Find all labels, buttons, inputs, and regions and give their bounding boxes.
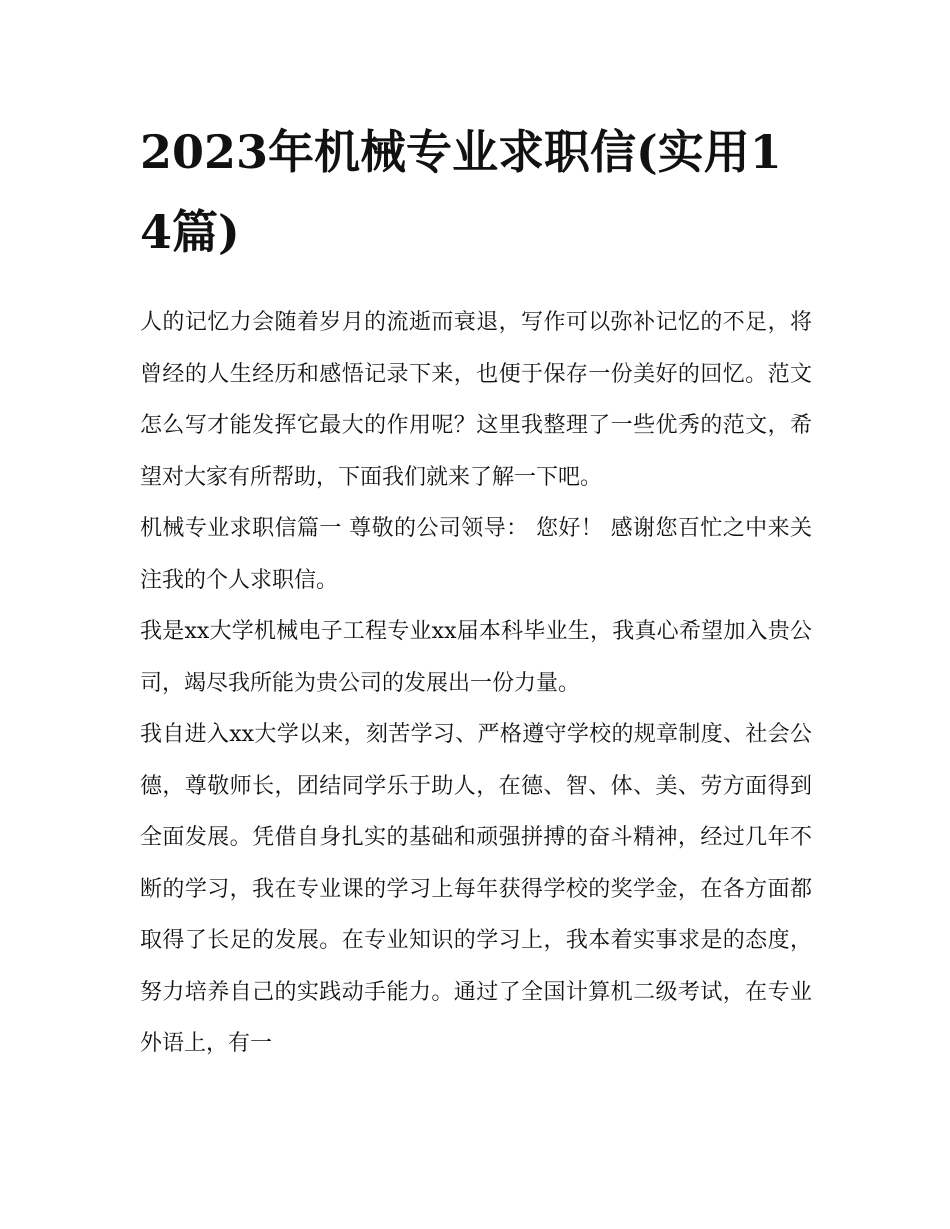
- intro-paragraph: 人的记忆力会随着岁月的流逝而衰退，写作可以弥补记忆的不足，将曾经的人生经历和感悟记录下来，也便于保存一份美好的回忆。范文怎么写才能发挥它最大的作用呢？这里我整理了一些优秀的范文，希望对大家有所帮助，下面我们就来了解一下吧。: [140, 310, 812, 490]
- self-introduction-paragraph: 我是xx大学机械电子工程专业xx届本科毕业生，我真心希望加入贵公司，竭尽我所能为贵公司的发展出一份力量。: [140, 619, 812, 696]
- study-experience-paragraph: 我自进入xx大学以来，刻苦学习、严格遵守学校的规章制度、社会公德，尊敬师长，团结同学乐于助人，在德、智、体、美、劳方面得到全面发展。凭借自身扎实的基础和顽强拼搏的奋斗精神，经过几年不断的学习，我在专业课的学习上每年获得学校的奖学金，在各方面都取得了长足的发展。在专业知识的学习上，我本着实事求是的态度，努力培养自己的实践动手能力。通过了全国计算机二级考试，在专业外语上，有一: [140, 722, 812, 1056]
- letter-greeting-paragraph: 机械专业求职信篇一 尊敬的公司领导： 您好！ 感谢您百忙之中来关注我的个人求职信。: [140, 516, 812, 593]
- document-title: 2023年机械专业求职信(实用14篇): [140, 125, 782, 259]
- document-body: [140, 297, 812, 1070]
- document-page: [140, 112, 812, 1070]
